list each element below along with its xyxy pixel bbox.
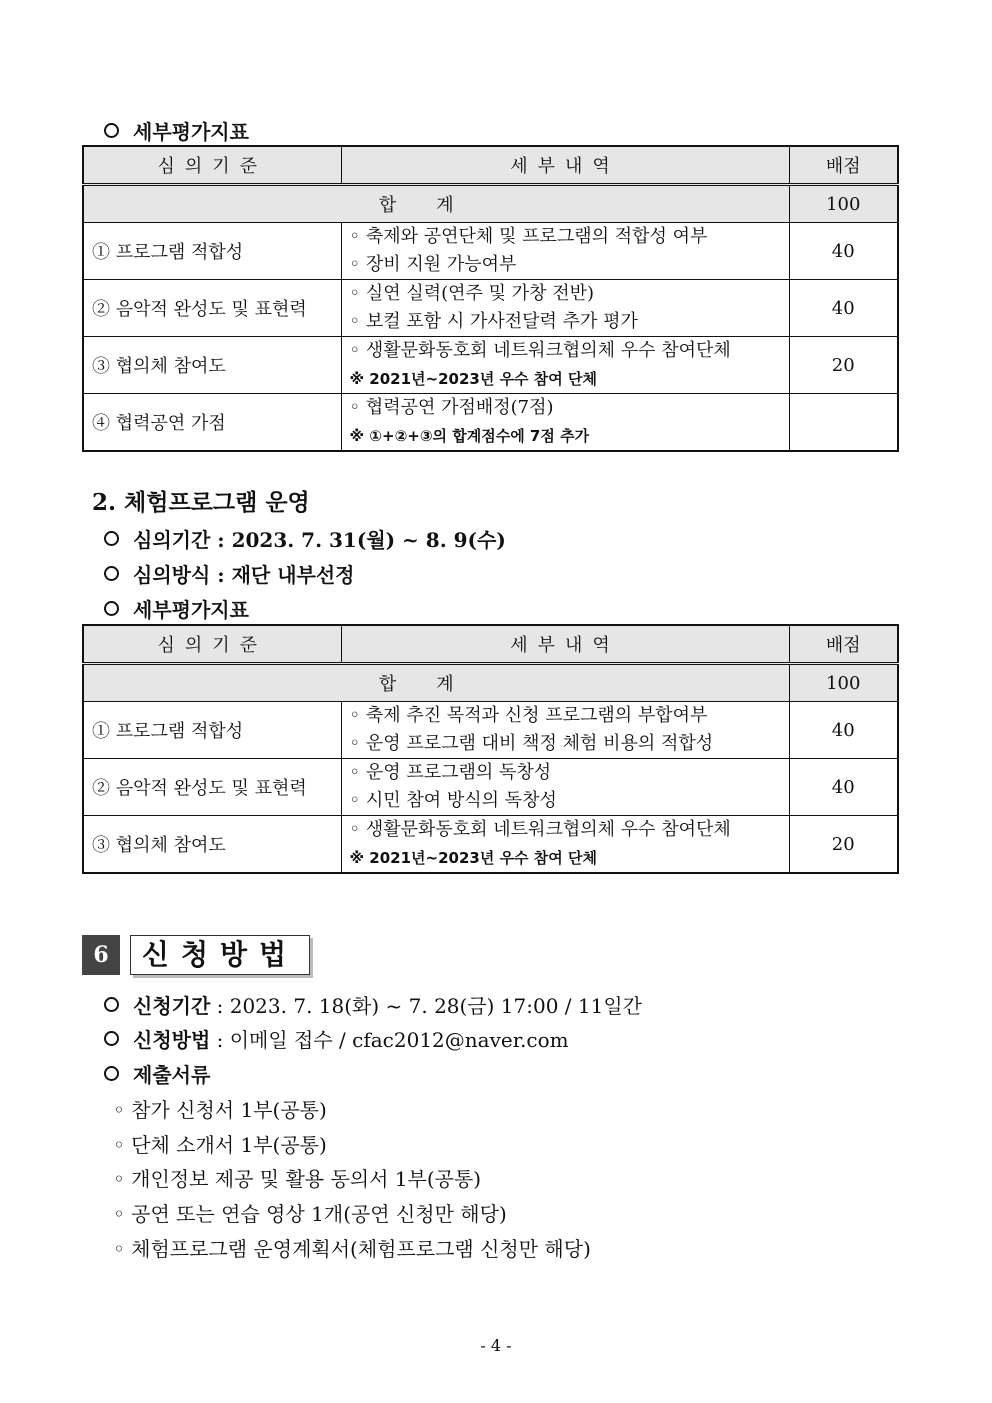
details-cell: ◦ 실연 실력(연주 및 가창 전반) ◦ 보컬 포함 시 가사전달력 추가 평가 bbox=[341, 280, 789, 337]
table-row bbox=[83, 337, 898, 394]
submit-docs: 제출서류 bbox=[104, 1059, 210, 1088]
header-score: 배점 bbox=[789, 146, 898, 185]
list-item: ◦ 참가 신청서 1부(공통) bbox=[113, 1098, 327, 1122]
evaluation-table-2 bbox=[82, 624, 899, 874]
circle-bullet-icon bbox=[104, 123, 119, 138]
table-row bbox=[83, 223, 898, 280]
circle-bullet-icon bbox=[104, 566, 119, 581]
apply-method: 신청방법 : 이메일 접수 / cfac2012@naver.com bbox=[104, 1024, 569, 1053]
table1-heading: 세부평가지표 bbox=[104, 116, 249, 145]
table-row bbox=[83, 280, 898, 337]
header-details: 세부내역 bbox=[341, 146, 789, 185]
circle-bullet-icon bbox=[104, 531, 119, 546]
table2-heading: 세부평가지표 bbox=[104, 594, 249, 623]
details-cell: ◦ 축제와 공연단체 및 프로그램의 적합성 여부 ◦ 장비 지원 가능여부 bbox=[341, 223, 789, 280]
total-score: 100 bbox=[789, 664, 898, 702]
header-details: 세부내역 bbox=[341, 625, 789, 664]
score-cell: 40 bbox=[789, 223, 898, 280]
list-item: ◦ 개인정보 제공 및 활용 동의서 1부(공통) bbox=[113, 1167, 482, 1191]
header-score: 배점 bbox=[789, 625, 898, 664]
circle-bullet-icon bbox=[104, 1066, 119, 1081]
criteria-cell: ③ 협의체 참여도 bbox=[83, 816, 341, 874]
criteria-cell: ④ 협력공연 가점 bbox=[83, 394, 341, 452]
table-row bbox=[83, 702, 898, 759]
criteria-cell: ① 프로그램 적합성 bbox=[83, 223, 341, 280]
criteria-cell: ② 음악적 완성도 및 표현력 bbox=[83, 280, 341, 337]
circle-bullet-icon bbox=[104, 601, 119, 616]
list-item: ◦ 체험프로그램 운영계획서(체험프로그램 신청만 해당) bbox=[113, 1237, 591, 1261]
score-cell: 20 bbox=[789, 337, 898, 394]
circle-bullet-icon bbox=[104, 997, 119, 1012]
details-cell: ◦ 협력공연 가점배정(7점) ※ ①+②+③의 합계점수에 7점 추가 bbox=[341, 394, 789, 452]
details-cell: ◦ 축제 추진 목적과 신청 프로그램의 부합여부 ◦ 운영 프로그램 대비 책정 체험 비용의 적합성 bbox=[341, 702, 789, 759]
details-cell: ◦ 생활문화동호회 네트워크협의체 우수 참여단체 ※ 2021년~2023년 우수 참여 단체 bbox=[341, 816, 789, 874]
total-row bbox=[83, 664, 898, 702]
header-criteria: 심의기준 bbox=[83, 146, 341, 185]
total-label: 합계 bbox=[83, 664, 789, 702]
score-cell: 40 bbox=[789, 702, 898, 759]
circle-bullet-icon bbox=[104, 1031, 119, 1046]
criteria-cell: ③ 협의체 참여도 bbox=[83, 337, 341, 394]
apply-period: 신청기간 : 2023. 7. 18(화) ~ 7. 28(금) 17:00 / 11일간 bbox=[104, 990, 642, 1019]
section2-title: 2. 체험프로그램 운영 bbox=[92, 489, 310, 516]
score-cell: 40 bbox=[789, 280, 898, 337]
score-cell bbox=[789, 394, 898, 452]
page-number: - 4 - bbox=[480, 1336, 512, 1355]
section-number: 6 bbox=[82, 935, 120, 975]
review-period: 심의기간 : 2023. 7. 31(월) ~ 8. 9(수) bbox=[104, 524, 506, 553]
table-header bbox=[83, 146, 898, 185]
table-row bbox=[83, 759, 898, 816]
table-row bbox=[83, 394, 898, 452]
evaluation-table-1 bbox=[82, 145, 899, 452]
score-cell: 40 bbox=[789, 759, 898, 816]
score-cell: 20 bbox=[789, 816, 898, 874]
total-row bbox=[83, 185, 898, 223]
list-item: ◦ 단체 소개서 1부(공통) bbox=[113, 1133, 327, 1157]
details-cell: ◦ 운영 프로그램의 독창성 ◦ 시민 참여 방식의 독창성 bbox=[341, 759, 789, 816]
list-item: ◦ 공연 또는 연습 영상 1개(공연 신청만 해당) bbox=[113, 1202, 507, 1226]
criteria-cell: ① 프로그램 적합성 bbox=[83, 702, 341, 759]
header-criteria: 심의기준 bbox=[83, 625, 341, 664]
details-cell: ◦ 생활문화동호회 네트워크협의체 우수 참여단체 ※ 2021년~2023년 우수 참여 단체 bbox=[341, 337, 789, 394]
total-label: 합계 bbox=[83, 185, 789, 223]
table-header bbox=[83, 625, 898, 664]
review-method: 심의방식 : 재단 내부선정 bbox=[104, 559, 354, 588]
section-title: 신청방법 bbox=[130, 935, 310, 975]
criteria-cell: ② 음악적 완성도 및 표현력 bbox=[83, 759, 341, 816]
total-score: 100 bbox=[789, 185, 898, 223]
table-row bbox=[83, 816, 898, 874]
